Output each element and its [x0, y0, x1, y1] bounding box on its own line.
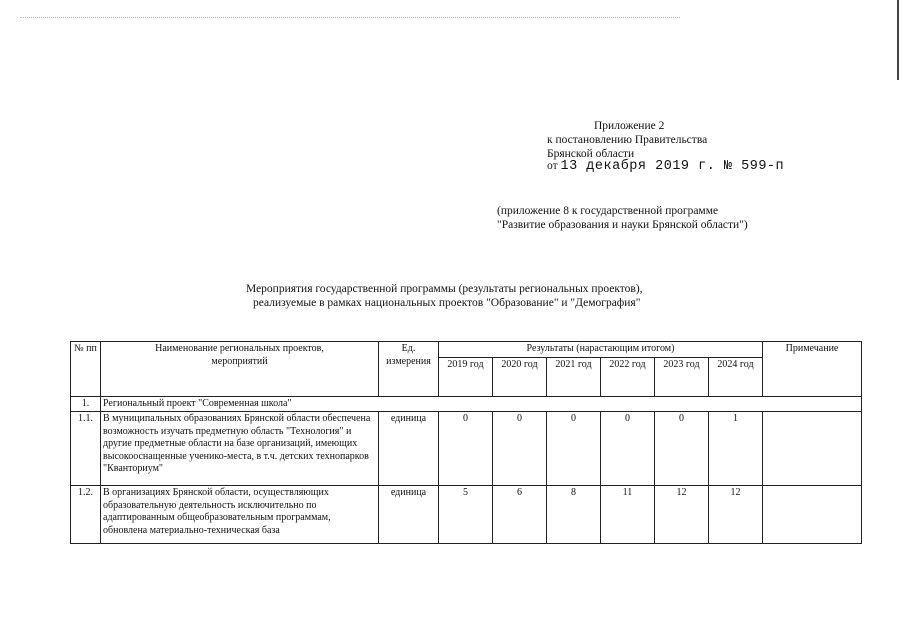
- row-value-2020: 6: [493, 486, 547, 544]
- row-name: В муниципальных образованиях Брянской области обеспечена возможность изучать предметную область "Технология" и другие предметные области на базе организаций, имеющих высокооснащенные ученико-места, в т.ч. детских технопарков "Кванториум": [101, 412, 379, 486]
- program-reference-line1: (приложение 8 к государственной программе: [497, 205, 719, 217]
- header-unit-line1: Ед.: [401, 343, 416, 354]
- row-note: [763, 412, 862, 486]
- row-unit: единица: [379, 486, 439, 544]
- header-name: [101, 342, 379, 397]
- table-header-row: [71, 342, 862, 358]
- header-unit-line2: измерения: [386, 355, 431, 367]
- scan-dotted-line: [20, 17, 680, 19]
- program-reference-line2: "Развитие образования и науки Брянской области"): [497, 219, 748, 231]
- row-value-2022: 0: [601, 412, 655, 486]
- row-value-2023: 12: [655, 486, 709, 544]
- header-name-line2: мероприятий: [211, 355, 268, 367]
- row-value-2019: 5: [439, 486, 493, 544]
- document-title-line1: Мероприятия государственной программы (результаты региональных проектов),: [246, 283, 643, 295]
- region-name: Брянской области: [547, 148, 635, 160]
- row-num: 1.1.: [71, 412, 101, 486]
- header-year-2020: 2020 год: [493, 357, 547, 396]
- document-title-line2: реализуемые в рамках национальных проектов "Образование" и "Демография": [253, 297, 641, 309]
- row-value-2021: 0: [547, 412, 601, 486]
- header-year-2023: 2023 год: [655, 357, 709, 396]
- row-value-2023: 0: [655, 412, 709, 486]
- row-unit: единица: [379, 412, 439, 486]
- row-value-2019: 0: [439, 412, 493, 486]
- header-name-line1: Наименование региональных проектов,: [155, 343, 324, 354]
- row-value-2024: 12: [709, 486, 763, 544]
- header-year-2022: 2022 год: [601, 357, 655, 396]
- header-year-2021: 2021 год: [547, 357, 601, 396]
- decree-date: [547, 159, 784, 174]
- section-name: Региональный проект "Современная школа": [101, 396, 862, 412]
- header-year-2024: 2024 год: [709, 357, 763, 396]
- header-year-2019: 2019 год: [439, 357, 493, 396]
- section-row: [71, 396, 862, 412]
- row-value-2022: 11: [601, 486, 655, 544]
- header-note: Примечание: [763, 342, 862, 397]
- decree-reference: к постановлению Правительства: [547, 134, 708, 146]
- decree-date-stamp: 13 декабря 2019 г. № 599-п: [560, 159, 785, 174]
- section-num: 1.: [71, 396, 101, 412]
- appendix-label: Приложение 2: [594, 120, 665, 132]
- row-note: [763, 486, 862, 544]
- measures-table: [70, 341, 862, 544]
- row-value-2020: 0: [493, 412, 547, 486]
- header-results: Результаты (нарастающим итогом): [439, 342, 763, 358]
- decree-date-prefix: от: [547, 160, 558, 172]
- row-value-2021: 8: [547, 486, 601, 544]
- row-num: 1.2.: [71, 486, 101, 544]
- row-name: В организациях Брянской области, осуществляющих образовательную деятельность исключительно по адаптированным общеобразовательным программам, обновлена материально-техническая база: [101, 486, 379, 544]
- table-row: [71, 412, 862, 486]
- scan-edge-mark: [897, 0, 899, 80]
- row-value-2024: 1: [709, 412, 763, 486]
- header-num: № пп: [71, 342, 101, 397]
- table-row: [71, 486, 862, 544]
- header-unit: [379, 342, 439, 397]
